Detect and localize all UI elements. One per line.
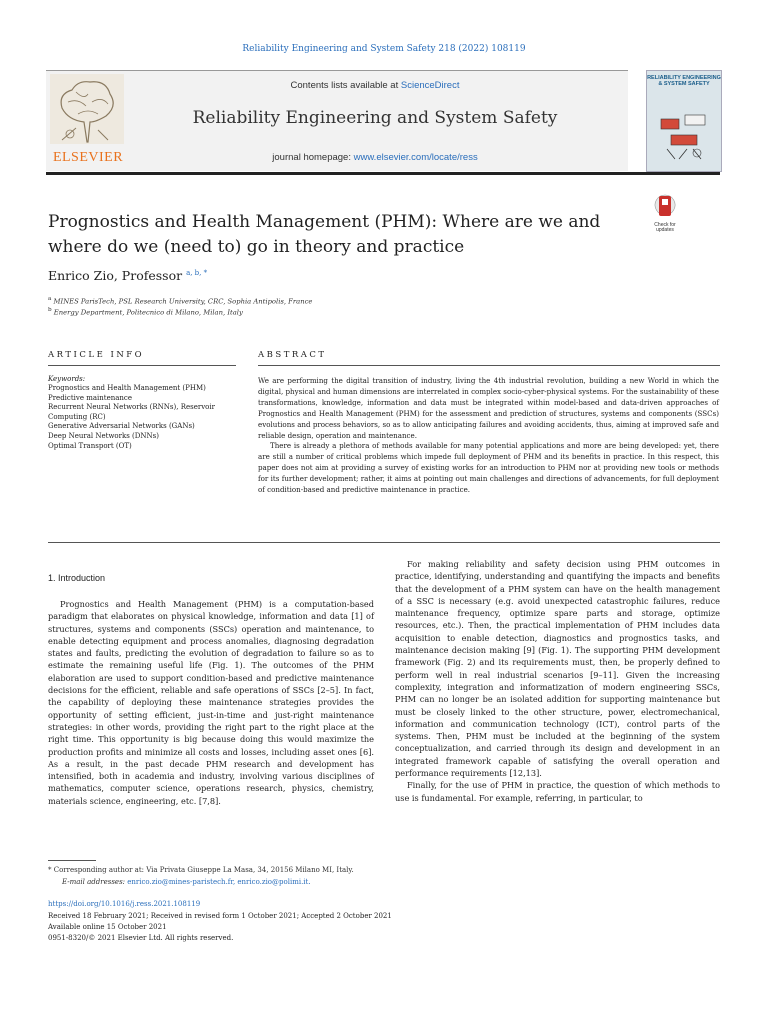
keyword-item: Generative Adversarial Networks (GANs) [48,422,195,431]
affiliation-b: $^b$ Energy Department, Politecnico di Milano, Milan, Italy [48,307,243,317]
cover-title: RELIABILITY ENGINEERING & SYSTEM SAFETY [647,75,721,87]
abstract-heading: ABSTRACT [258,350,327,360]
author-name: Enrico Zio, Professor [48,268,183,283]
received-dates: Received 18 February 2021; Received in revised form 1 October 2021; Accepted 2 October 2021 [48,912,392,920]
publisher-name: ELSEVIER [52,150,124,165]
abstract-bottom-rule [48,542,720,543]
keyword-item: Deep Neural Networks (DNNs) [48,431,159,440]
corresponding-author-footnote: * Corresponding author at: Via Privata Giuseppe La Masa, 34, 20156 Milano MI, Italy. [48,866,354,874]
affiliation-a: $^a$ MINES ParisTech, PSL Research University, CRC, Sophia Antipolis, France [48,296,313,306]
homepage-line: journal homepage: www.elsevier.com/locate/ress [272,152,478,163]
journal-cover[interactable] [646,70,722,172]
check-for-updates-badge[interactable] [647,193,683,233]
journal-title: Reliability Engineering and System Safety [192,108,558,128]
section-heading-introduction: 1. Introduction [48,573,106,583]
article-info-heading: ARTICLE INFO [48,350,145,360]
copyright: 0951-8320/© 2021 Elsevier Ltd. All rights reserved. [48,934,234,942]
footnote-rule [48,860,96,861]
abstract-rule [258,365,720,366]
body-paragraph: Finally, for the use of PHM in practice, the question of which methods to use is fundamental. For example, referring, in particular, to [395,780,720,803]
abstract-paragraph: We are performing the digital transition of industry, living the 4th industrial revolution, building a new World in which the digital, physical and human dimensions are interrelated in complex socio-cyber-physical systems. For the sustainability of these transformations, knowledge, information and data must be integrated within model-based and data-driven approaches of Prognostics and Health Management (PHM) for the assessment and prediction of structures, systems and components (SSCs) evolutions and process behaviors, so as to allow anticipating failures and avoiding accidents, thus, aiming at improved safe and reliable design, operation and maintenance. [258,376,719,440]
right-column [395,558,720,804]
header-divider [46,172,720,175]
left-column [48,598,374,807]
keywords-label: Keywords: [48,375,86,383]
body-paragraph: Prognostics and Health Management (PHM) is a computation-based paradigm that elaborates on physical knowledge, information and data [1] of structures, systems and components (SSCs) operation and maintenance, to enable detecting equipment and process anomalies, diagnosing degradation states and faults, predicting the evolution of degradation to failure so as to estimate the remaining useful life (Fig. 1). The outcomes of the PHM elaboration are used to support condition-based and predictive maintenance decisions for the efficient, reliable and safe operations of SSCs [2–5]. In fact, the capability of deploying these maintenance strategies provides the opportunity of setting efficient, just-in-time and just-right maintenance strategies: in other words, providing the right part to the right place at the right time. This opportunity is big because doing this would maximize the production profits and minimize all costs and losses, including asset ones [6]. As a result, in the past decade PHM research and development has intensified, both in academia and industry, involving various disciplines of mathematics, computer science, operations research, physics, chemistry, materials science, engineering, etc. [7,8]. [48,599,374,806]
journal-citation[interactable]: Reliability Engineering and System Safety 218 (2022) 108119 [242,44,526,54]
author-affiliation-marks[interactable]: a, b, * [186,268,208,277]
email-footnote: E-mail addresses: enrico.zio@mines-paristech.fr, enrico.zio@polimi.it. [62,878,311,886]
keyword-item: Predictive maintenance [48,393,132,402]
abstract-paragraph: There is already a plethora of methods available for many potential applications and more are being developed: yet, there are still a number of critical problems which impede full deployment of PHM and its benefits in practice. In this respect, this paper does not aim at providing a survey of existing works for an introduction to PHM nor at providing new tools or methods for its further development; rather, it aims at pointing out main challenges and directions of advancements, for full deployment of condition-based and predictive maintenance in practice. [258,441,719,495]
abstract-body [258,376,719,496]
email-links[interactable]: enrico.zio@mines-paristech.fr, enrico.zio@polimi.it. [127,878,311,886]
cover-graphic-icon [657,113,711,161]
contents-line: Contents lists available at ScienceDirect [290,80,460,91]
keyword-item: Prognostics and Health Management (PHM) [48,384,206,392]
keywords-list [48,384,233,451]
crossmark-icon [647,193,683,219]
doi-link[interactable]: https://doi.org/10.1016/j.ress.2021.108119 [48,900,201,908]
body-paragraph: For making reliability and safety decision using PHM outcomes in practice, identifying, understanding and quantifying the impacts and benefits that the development of a PHM system can have on the health management of a SSC is necessary (e.g. avoid unexpected catastrophic failures, reduce maintenance frequency, optimize spare parts and storage, optimize resources, etc.). Then, the practical implementation of PHM includes data acquisition to enable detection, diagnostics and prognostics tasks, and maintenance decision making [9] (Fig. 1). The supporting PHM development framework (Fig. 2) and its requirements must, then, be properly defined to perform well in real industrial scenarios [9–11]. Given the increasing complexity, integration and informatization of modern engineering SSCs, PHM can no longer be an isolated addition for supporting maintenance but must be closely linked to the other structure, power, electromechanical, information and communication technology (ICT), control parts of the systems. Then, PHM must be included at the beginning of the system conceptualization, and carried through its design and development in an integrated framework capable of satisfying the overall operation and performance requirements [12,13]. [395,559,720,779]
author-line [48,268,207,283]
homepage-link[interactable]: www.elsevier.com/locate/ress [353,152,478,163]
available-online: Available online 15 October 2021 [48,923,167,931]
paper-title: Prognostics and Health Management (PHM): Where are we and where do we (need to) go in theory and practice [48,212,601,257]
keyword-item: Optimal Transport (OT) [48,441,132,450]
keyword-item: Recurrent Neural Networks (RNNs), Reservoir Computing (RC) [48,403,215,421]
crossmark-label: Check for updates [654,222,676,233]
sciencedirect-link[interactable]: ScienceDirect [400,80,460,91]
article-info-rule [48,365,236,366]
